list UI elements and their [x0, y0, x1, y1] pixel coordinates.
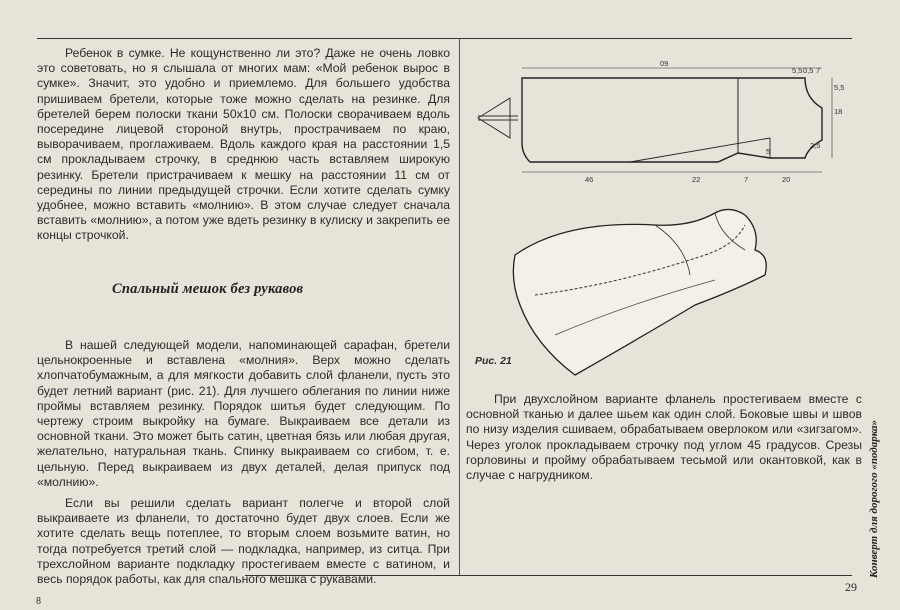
- dim-top-small-3: 7: [816, 66, 821, 75]
- dim-bottom-2: 22: [692, 175, 701, 184]
- dim-inner: 5: [766, 147, 771, 156]
- dim-right-3: 2,5: [810, 141, 821, 150]
- dim-top-small-1: 5,5: [792, 66, 803, 75]
- intro-paragraph: Ребенок в сумке. Не кощунственно ли это? Даже не очень ловко это советовать, но я слышала от многих мам: «Мой ребенок вырос в сумке». Значит, это удобно и приемлемо. Для большего удобства пришиваем бретели, которые тоже можно сделать на резинке. Для бретелей берем полоски ткани 50х10 см. Полоски сворачиваем вдоль посередине лицевой стороной внутрь, прострачиваем по краю, выворачиваем, проглаживаем. Вдоль каждого края на расстоянии 1,5 см прокладываем строчку, в среднюю часть вставляем широкую резинку. Бретели пристрачиваем к мешку на расстоянии 11 см от середины по линии предыдущей строчки. Если хотите сделать сумку удобнее, можно вставить «молнию». В этом случае следует сначала вставить «молнию», а потом уже вдеть резинку в кулиску и закрепить ее концы строчкой.: [37, 46, 450, 243]
- figure-caption: Рис. 21: [475, 355, 512, 367]
- dim-right-2: 18: [834, 107, 843, 116]
- body-paragraph: В нашей следующей модели, напоминающей сарафан, бретели цельнокроенные и вставлена «молния». Верх можно сделать хлопчатобумажным, а для мягкости добавить слой фланели, пусть это будет летний вариант (рис. 21). Для лучшего облегания по линии ниже проймы вставляем резинку. Порядок шитья будет следующим. По чертежу строим выкройку на бумаге. Выкраиваем все детали из основной ткани. Это может быть сатин, цветная бязь или любая другая, желательно, натуральная ткань. Спинку выкраиваем со сгибом, т. е. цельную. Перед выкраиваем из двух деталей, делая припуск под «молнию».: [37, 338, 450, 489]
- side-caption: Конверт для дорогого «подарка»: [868, 419, 880, 578]
- column-divider: [459, 38, 460, 576]
- intro-text-block: [37, 46, 450, 244]
- dim-bottom-3: 7: [744, 175, 749, 184]
- top-rule: [37, 38, 852, 39]
- dim-top-length: 09: [660, 59, 669, 68]
- right-text-block: [466, 392, 862, 483]
- dim-bottom-4: 20: [782, 175, 791, 184]
- fold-arrow-icon: [478, 98, 518, 138]
- section-heading: Спальный мешок без рукавов: [112, 281, 304, 297]
- right-paragraph: При двухслойном варианте фланель простегиваем вместе с основной тканью и далее шьем как один слой. Боковые швы и швов по низу изделия сшиваем, обрабатываем оверлоком или «зигзагом». Через уголок прокладываем строчку под углом 45 градусов. Срезы горловины и пройму обрабатываем тесьмой или окантовкой, как в случае с нагрудником.: [466, 392, 862, 483]
- dim-top-small-2: 0,5: [803, 66, 814, 75]
- sleeping-bag-illustration: [505, 195, 805, 375]
- body-text-block: [37, 338, 450, 587]
- dim-bottom-1: 46: [585, 175, 594, 184]
- page-number: 29: [845, 580, 857, 594]
- pattern-outline: [522, 78, 822, 162]
- pattern-diagram: [470, 58, 850, 188]
- body-paragraph: Если вы решили сделать вариант полегче и второй слой выкраиваете из фланели, то достаточно будет двух слоев. Если же хотите сделать вещь потеплее, то вторым слоем возьмите ватин, но тогда потребуется третий слой — подкладка, например, из ситца. При трехслойном варианте подкладку простегиваем вместе с ватином, и весь порядок работы, как для спального мешка с рукавами.: [37, 496, 450, 587]
- dim-right-1: 5,5: [834, 83, 845, 92]
- page-number-left: 8: [36, 596, 41, 607]
